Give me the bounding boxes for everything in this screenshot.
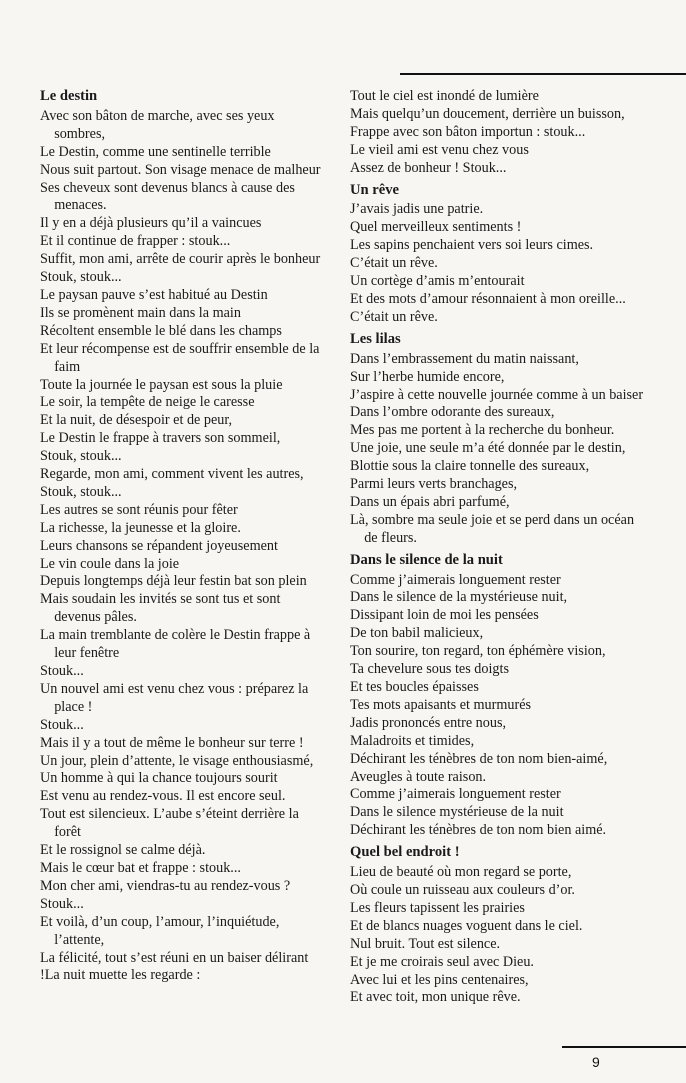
poem-line: Et tes boucles épaisses [350,679,479,695]
poem-line: Déchirant les ténèbres de ton nom bien-aimé, [350,750,608,767]
poem [350,552,650,841]
poem-line: La main tremblante de colère le Destin frappe à leur fenêtre [40,627,311,662]
poem-line: Tes mots apaisants et murmurés [350,696,532,713]
poem-line: Stouk... [40,895,84,912]
page-number: 9 [592,1054,600,1070]
poem-line: Stouk, stouk... [40,448,122,465]
poem-line: Dans un épais abri parfumé, [350,493,510,510]
poem-line: C’était un rêve. [350,308,438,325]
poem-line: Blottie sous la claire tonnelle des sureaux, [350,458,590,475]
poem-line: Dans le silence mystérieuse de la nuit [350,804,564,821]
poem [40,88,327,985]
poem-line: Stouk... [40,663,84,679]
poem-line: Les fleurs tapissent les prairies [350,899,525,916]
poem-line: Mon cher ami, viendras-tu au rendez-vous ? [40,877,291,894]
poem-line: Et leur récompense est de souffrir ensemble de la faim [40,340,320,375]
poem [350,331,650,548]
poem [350,182,650,327]
poem-title: Le destin [40,88,98,104]
poem-line: Suffit, mon ami, arrête de courir après le bonheur [40,251,321,268]
poem-line: Dans l’ombre odorante des sureaux, [350,404,555,421]
poem-line: Aveugles à toute raison. [350,768,487,785]
poem-line: Avec son bâton de marche, avec ses yeux sombres, [40,107,275,142]
poem-line: Avec lui et les pins centenaires, [350,971,529,988]
poem-line: Et avec toit, mon unique rêve. [350,989,521,1006]
poem-line: Stouk, stouk... [40,483,122,500]
poem-line: Le vieil ami est venu chez vous [350,141,529,158]
poem-line: Stouk... [40,716,84,733]
poem-line: Mais le cœur bat et frappe : stouk... [40,859,241,876]
poem-line: Assez de bonheur ! Stouk... [350,159,507,176]
poem-line: Le paysan pauve s’est habitué au Destin [40,286,268,303]
poem-title: Un rêve [350,181,400,198]
poem-line: Depuis longtemps déjà leur festin bat son plein [40,573,307,590]
poem-line: Nous suit partout. Son visage menace de malheur [40,161,321,178]
poem-line: Quel merveilleux sentiments ! [350,219,522,236]
poem-line: Et voilà, d’un coup, l’amour, l’inquiétude, l’attente, [40,913,280,948]
poem-line: Le Destin le frappe à travers son sommeil, [40,430,281,447]
poem-line: Et il continue de frapper : stouk... [40,233,231,250]
poem-line: Nul bruit. Tout est silence. [350,935,501,952]
poem-line: Ses cheveux sont devenus blancs à cause des menaces. [40,179,295,214]
poem-line: Et des mots d’amour résonnaient à mon oreille... [350,290,626,307]
poem [350,88,650,178]
poem-line: Mais quelqu’un doucement, derrière un buisson, [350,105,625,122]
poem-line: Ton sourire, ton regard, ton éphémère vision, [350,643,606,660]
poem-line: Et la nuit, de désespoir et de peur, [40,412,233,429]
poem-line: Il y en a déjà plusieurs qu’il a vaincues [40,215,262,232]
poem-line: Les autres se sont réunis pour fêter [40,501,238,518]
poem [350,844,650,1007]
poem-line: Jadis prononcés entre nous, [350,714,507,731]
poem-line: Comme j’aimerais longuement rester [350,571,561,588]
poem-line: Un homme à qui la chance toujours sourit [40,770,278,787]
poem-line: Mais soudain les invités se sont tus et sont devenus pâles. [40,591,281,626]
poem-line: Dans le silence de la mystérieuse nuit, [350,589,568,606]
poem-line: Regarde, mon ami, comment vivent les autres, [40,466,304,483]
poem-line: Mais il y a tout de même le bonheur sur terre ! [40,734,304,751]
poem-line: !La nuit muette les regarde : [40,967,201,984]
poem-line: Tout le ciel est inondé de lumière [350,88,539,104]
poem-line: Frappe avec son bâton importun : stouk... [350,123,586,140]
poem-line: Parmi leurs verts branchages, [350,476,518,493]
poem-line: La richesse, la jeunesse et la gloire. [40,519,241,536]
bottom-rule [562,1046,686,1048]
poem-line: Une joie, une seule m’a été donnée par le destin, [350,440,626,457]
poem-line: Un nouvel ami est venu chez vous : préparez la place ! [40,680,309,715]
poem-line: Ta chevelure sous tes doigts [350,661,509,678]
poem-line: Lieu de beauté où mon regard se porte, [350,864,572,881]
poem-line: De ton babil malicieux, [350,625,484,642]
poem-line: Les sapins penchaient vers soi leurs cimes. [350,237,594,254]
poem-line: Ils se promènent main dans la main [40,304,241,321]
poem-line: Tout est silencieux. L’aube s’éteint derrière la forêt [40,806,299,841]
poem-line: Dans l’embrassement du matin naissant, [350,350,579,367]
poem-title: Dans le silence de la nuit [350,551,503,568]
poem-line: Un cortège d’amis m’entourait [350,273,525,290]
poem-line: Le soir, la tempête de neige le caresse [40,394,255,411]
poem-line: Dissipant loin de moi les pensées [350,607,539,624]
top-rule [400,73,686,75]
poem-line: J’aspire à cette nouvelle journée comme à un baiser [350,386,644,403]
poem-line: Récoltent ensemble le blé dans les champs [40,322,282,339]
poem-line: Mes pas me portent à la recherche du bonheur. [350,422,615,439]
poem-line: Est venu au rendez-vous. Il est encore seul. [40,788,286,805]
poem-line: J’avais jadis une patrie. [350,201,484,218]
left-column [40,88,327,989]
poem-line: Le vin coule dans la joie [40,555,180,572]
poem-title: Quel bel endroit ! [350,844,460,861]
poem-line: Le Destin, comme une sentinelle terrible [40,143,271,160]
poem-title: Les lilas [350,330,401,347]
right-column [350,88,650,1011]
poem-line: Là, sombre ma seule joie et se perd dans un océan de fleurs. [350,511,635,546]
poem-line: Et de blancs nuages voguent dans le ciel. [350,917,583,934]
poem-line: Et je me croirais seul avec Dieu. [350,953,534,970]
poem-line: La félicité, tout s’est réuni en un baiser délirant [40,949,309,966]
poem-line: Où coule un ruisseau aux couleurs d’or. [350,881,575,898]
poem-line: Déchirant les ténèbres de ton nom bien aimé. [350,822,607,839]
poem-line: Comme j’aimerais longuement rester [350,786,561,803]
poem-line: Un jour, plein d’attente, le visage enthousiasmé, [40,752,314,769]
poem-line: Stouk, stouk... [40,269,122,286]
poem-line: Leurs chansons se répandent joyeusement [40,537,278,554]
poem-line: Et le rossignol se calme déjà. [40,842,206,859]
poem-line: Maladroits et timides, [350,732,475,749]
poem-line: Toute la journée le paysan est sous la pluie [40,376,283,393]
poem-line: C’était un rêve. [350,255,438,272]
poem-line: Sur l’herbe humide encore, [350,368,505,385]
